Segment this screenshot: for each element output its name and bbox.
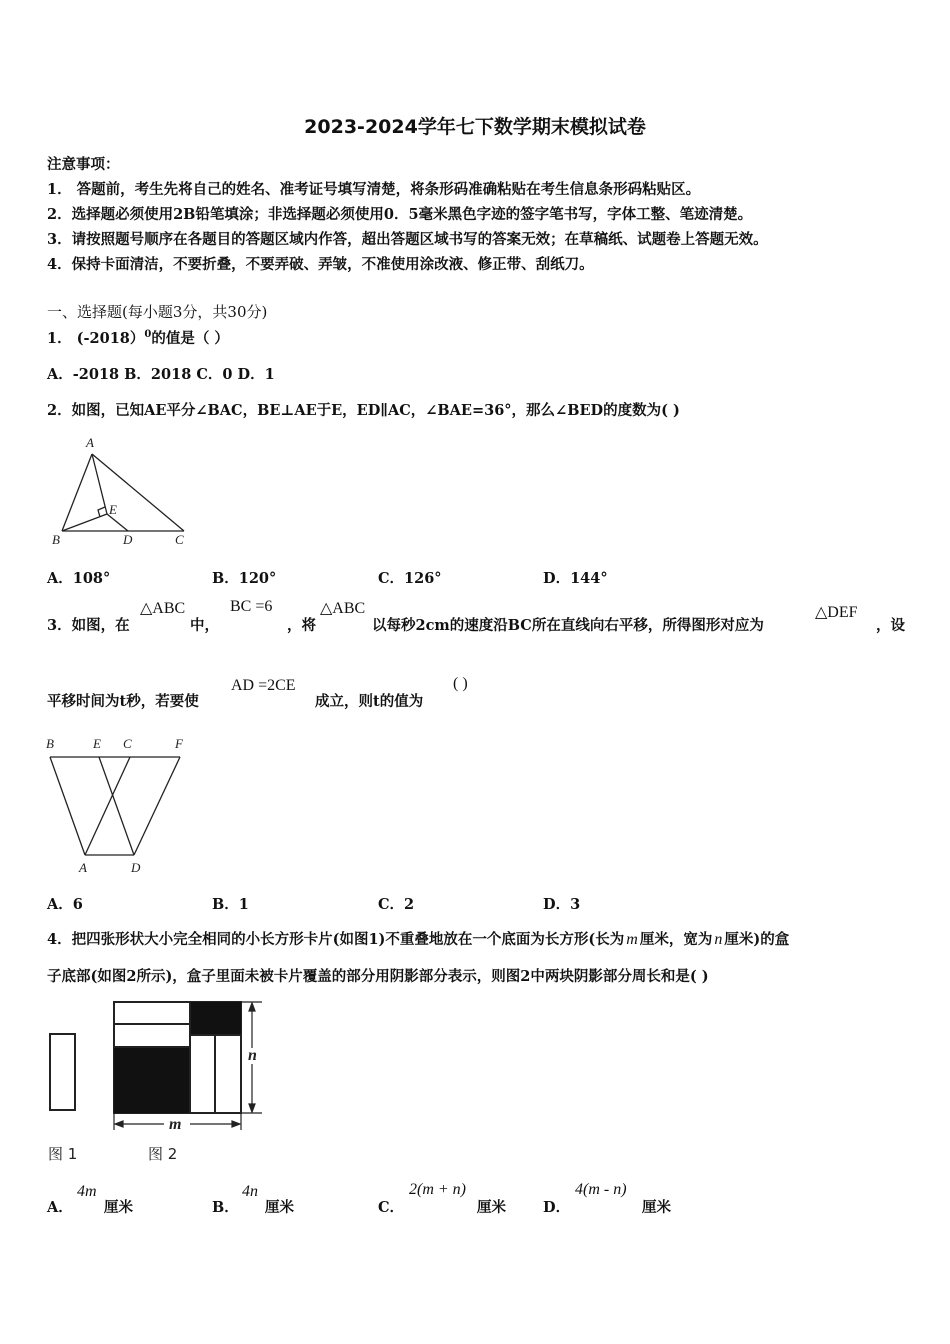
q4-option-b-unit: 厘米 xyxy=(265,1199,294,1216)
q4-fig2-caption: 图 2 xyxy=(148,1145,178,1163)
notice-item-3: 3．请按照题号顺序在各题目的答题区域内作答，超出答题区域书写的答案无效；在草稿纸、试题卷上答题无效。 xyxy=(47,231,768,248)
q3-option-c: C．2 xyxy=(378,896,415,913)
q4-line1-c: 厘米)的盒 xyxy=(724,931,790,948)
q4-n-arrow-up xyxy=(249,1003,255,1011)
q4-card-3 xyxy=(190,1035,215,1113)
q4-option-b-expr: 4n xyxy=(242,1183,258,1200)
q2-label-e: E xyxy=(109,502,117,517)
q4-label-n: n xyxy=(248,1047,257,1064)
q3-text-4: 以每秒2cm的速度沿BC所在直线向右平移，所得图形对应为 xyxy=(372,617,764,634)
q3-text-5: ，设 xyxy=(876,617,905,634)
q2-option-c: C．126° xyxy=(378,570,442,587)
q3-math-bc: BC =6 xyxy=(230,598,273,615)
q4-card-2 xyxy=(114,1024,190,1047)
q4-m-arrow-left xyxy=(115,1121,123,1127)
q2-option-a: A．108° xyxy=(47,570,111,587)
q1-prefix: 1． (-2018） xyxy=(47,330,145,347)
q3-paren: ( ) xyxy=(453,675,468,692)
q4-fig1-card xyxy=(50,1034,75,1110)
notice-item-2: 2．选择题必须使用2B铅笔填涂；非选择题必须使用0．5毫米黑色字迹的签字笔书写，字体工整、笔迹清楚。 xyxy=(47,206,753,223)
q4-option-a-unit: 厘米 xyxy=(104,1199,133,1216)
section-heading: 一、选择题(每小题3分，共30分) xyxy=(47,303,268,321)
q3-label-b: B xyxy=(46,736,54,751)
q1-exponent: 0 xyxy=(144,329,152,341)
q2-line-ae xyxy=(92,454,107,514)
q3-option-b: B．1 xyxy=(212,896,249,913)
q2-line-ac xyxy=(92,454,184,531)
q3-text-2: 中， xyxy=(190,617,219,634)
q3-line-fd xyxy=(134,757,180,855)
q4-card-1 xyxy=(114,1002,190,1024)
q1-suffix: 的值是（ ） xyxy=(151,330,229,347)
q2-figure xyxy=(48,434,198,549)
q1-stem xyxy=(47,327,229,348)
q3-label-f: F xyxy=(175,736,183,751)
q4-n-arrow-down xyxy=(249,1104,255,1112)
q3-line-ed xyxy=(99,757,134,855)
q3-math-abc-1: △ABC xyxy=(140,600,186,617)
q2-label-a: A xyxy=(86,435,94,450)
q3-option-d: D．3 xyxy=(543,896,581,913)
q3-label-c: C xyxy=(123,736,132,751)
q4-var-m: m xyxy=(626,931,638,948)
q4-fig1-caption: 图 1 xyxy=(48,1145,78,1163)
q2-option-d: D．144° xyxy=(543,570,608,587)
q2-stem: 2．如图，已知AE平分∠BAC，BE⊥AE于E，ED∥AC，∠BAE=36°，那么∠BED的度数为( ) xyxy=(47,402,680,419)
q3-math-abc-2: △ABC xyxy=(320,600,366,617)
page-title: 2023-2024学年七下数学期末模拟试卷 xyxy=(304,116,646,138)
q4-option-d-expr: 4(m - n) xyxy=(575,1181,627,1198)
q2-line-ab xyxy=(62,454,92,531)
q4-option-c-unit: 厘米 xyxy=(477,1199,506,1216)
q4-option-a-label: A． xyxy=(47,1199,73,1216)
q3-line2-b: 成立，则t的值为 xyxy=(315,693,424,710)
q4-option-b-label: B． xyxy=(212,1199,239,1216)
q4-label-m: m xyxy=(169,1116,182,1133)
q4-shaded-region-1 xyxy=(114,1047,190,1113)
notice-item-4: 4．保持卡面清洁，不要折叠，不要弄破、弄皱，不准使用涂改液、修正带、刮纸刀。 xyxy=(47,256,594,273)
q4-option-d-unit: 厘米 xyxy=(642,1199,671,1216)
q3-option-a: A．6 xyxy=(47,896,83,913)
q4-line1 xyxy=(47,928,789,949)
q3-label-d: D xyxy=(131,860,141,875)
q2-label-c: C xyxy=(175,532,184,547)
q3-label-e: E xyxy=(93,736,101,751)
q4-line2: 子底部(如图2所示)，盒子里面未被卡片覆盖的部分用阴影部分表示，则图2中两块阴影部分周长和是( ) xyxy=(47,968,709,985)
q1-options: A．-2018 B．2018 C．0 D．1 xyxy=(47,366,275,383)
q4-option-c-expr: 2(m + n) xyxy=(409,1181,467,1198)
q4-line1-b: 厘米，宽为 xyxy=(639,931,713,948)
q4-m-arrow-right xyxy=(232,1121,240,1127)
q4-card-4 xyxy=(215,1035,241,1113)
q4-var-n: n xyxy=(714,931,723,948)
notice-item-1: 1． 答题前，考生先将自己的姓名、准考证号填写清楚，将条形码准确粘贴在考生信息条形码粘贴区。 xyxy=(47,181,701,198)
q4-option-d-label: D． xyxy=(543,1199,571,1216)
q3-label-a: A xyxy=(79,860,87,875)
q3-line-ba xyxy=(50,757,85,855)
q3-text-1: 3．如图，在 xyxy=(47,617,130,634)
q3-math-def: △DEF xyxy=(815,604,858,621)
q4-option-a-expr: 4m xyxy=(77,1183,97,1200)
q2-label-b: B xyxy=(52,532,60,547)
q2-label-d: D xyxy=(123,532,133,547)
q3-math-ad: AD =2CE xyxy=(231,677,296,694)
q4-figure xyxy=(44,996,274,1168)
q3-text-3: ，将 xyxy=(287,617,316,634)
q4-shaded-region-2 xyxy=(190,1002,241,1035)
q4-line1-a: 4．把四张形状大小完全相同的小长方形卡片(如图1)不重叠地放在一个底面为长方形(长为 xyxy=(47,931,625,948)
q4-option-c-label: C． xyxy=(378,1199,405,1216)
q3-line-ca xyxy=(85,757,130,855)
q3-figure xyxy=(42,733,202,878)
q3-line2-a: 平移时间为t秒，若要使 xyxy=(47,693,199,710)
q2-option-b: B．120° xyxy=(212,570,277,587)
notice-heading: 注意事项： xyxy=(47,156,120,173)
